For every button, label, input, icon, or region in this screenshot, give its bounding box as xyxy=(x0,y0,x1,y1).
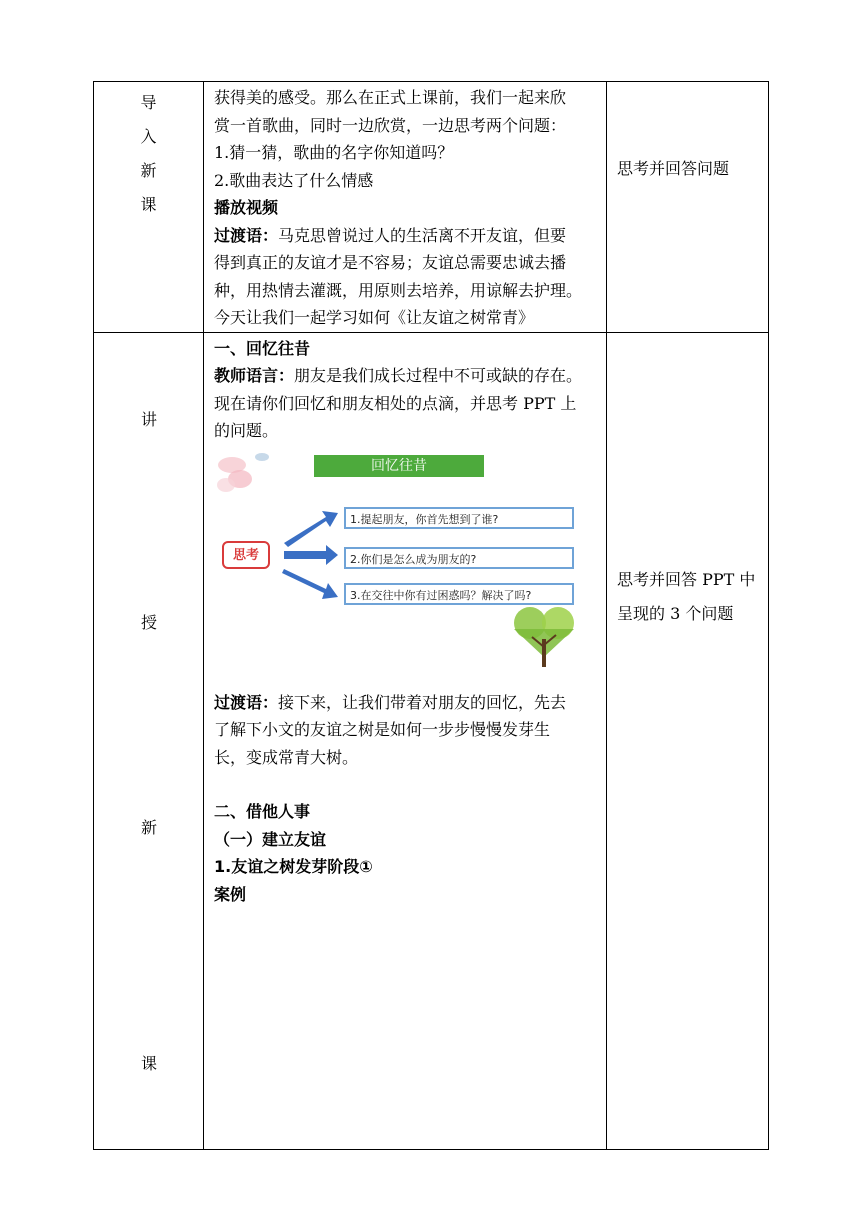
subsection-title: 1.友谊之树发芽阶段① xyxy=(214,857,373,876)
student-activity-cell xyxy=(607,82,769,333)
content-cell xyxy=(204,82,607,333)
heart-tree-icon xyxy=(514,607,574,667)
stage-char: 授 xyxy=(140,612,157,632)
ppt-slide-image xyxy=(214,451,584,671)
table-row xyxy=(94,82,769,333)
question-box: 2.你们是怎么成为朋友的? xyxy=(344,547,574,569)
content-line: 1.猜一猜，歌曲的名字你知道吗？ xyxy=(214,143,454,162)
question-box: 3.在交往中你有过困惑吗？解决了吗? xyxy=(344,583,574,605)
subsection-title: （一）建立友谊 xyxy=(214,829,327,849)
student-activity: 思考并回答问题 xyxy=(617,159,730,178)
content-cell xyxy=(204,332,607,1149)
teacher-label: 教师语言： xyxy=(214,366,295,385)
content-line: 获得美的感受。那么在正式上课前，我们一起来欣 xyxy=(214,88,567,107)
case-label: 案例 xyxy=(214,884,247,904)
arrow-down-icon xyxy=(282,569,338,599)
stage-char: 新 xyxy=(140,817,157,837)
lesson-plan-table xyxy=(93,81,769,1150)
arrow-up-icon xyxy=(284,511,338,547)
section-title: 二、借他人事 xyxy=(214,802,311,821)
stage-char: 导 xyxy=(140,93,157,112)
slide-title: 回忆往昔 xyxy=(314,455,484,477)
transition-label: 过渡语： xyxy=(214,225,279,245)
stage-char: 讲 xyxy=(140,409,157,429)
content-line: 赏一首歌曲，同时一边欣赏，一边思考两个问题： xyxy=(214,115,567,135)
transition-line: 马克思曾说过人的生活离不开友谊，但要 xyxy=(278,225,567,245)
transition-line: 接下来，让我们带着对朋友的回忆，先去 xyxy=(278,692,567,712)
stage-char: 入 xyxy=(140,127,157,146)
student-activity-line: 思考并回答 PPT 中 xyxy=(617,569,756,589)
transition-line: 种，用热情去灌溉，用原则去培养，用谅解去护理。 xyxy=(214,280,583,300)
stage-char: 课 xyxy=(140,195,157,214)
play-video-heading: 播放视频 xyxy=(214,198,279,217)
transition-line: 得到真正的友谊才是不容易；友谊总需要忠诚去播 xyxy=(214,253,567,272)
question-box: 1.提起朋友，你首先想到了谁? xyxy=(344,507,574,529)
student-activity-cell xyxy=(607,332,769,1149)
stage-cell xyxy=(94,82,204,333)
content-line: 2.歌曲表达了什么情感 xyxy=(214,170,374,190)
stage-char: 新 xyxy=(140,161,157,180)
section-title: 一、回忆往昔 xyxy=(214,338,311,358)
think-badge: 思考 xyxy=(222,541,270,569)
teacher-line: 的问题。 xyxy=(214,421,279,440)
transition-line: 长，变成常青大树。 xyxy=(214,747,359,767)
transition-line: 今天让我们一起学习如何《让友谊之树常青》 xyxy=(214,308,535,327)
teacher-line: 现在请你们回忆和朋友相处的点滴，并思考 PPT 上 xyxy=(214,393,577,413)
transition-label: 过渡语： xyxy=(214,692,279,712)
stage-char: 课 xyxy=(140,1053,157,1073)
student-activity-line: 呈现的 3 个问题 xyxy=(617,603,734,623)
transition-line: 了解下小文的友谊之树是如何一步步慢慢发芽生 xyxy=(214,720,551,739)
table-row xyxy=(94,332,769,1149)
arrow-right-icon xyxy=(284,545,338,565)
flower-decoration-icon xyxy=(217,453,269,492)
teacher-line: 朋友是我们成长过程中不可或缺的存在。 xyxy=(294,366,583,385)
stage-cell xyxy=(94,332,204,1149)
